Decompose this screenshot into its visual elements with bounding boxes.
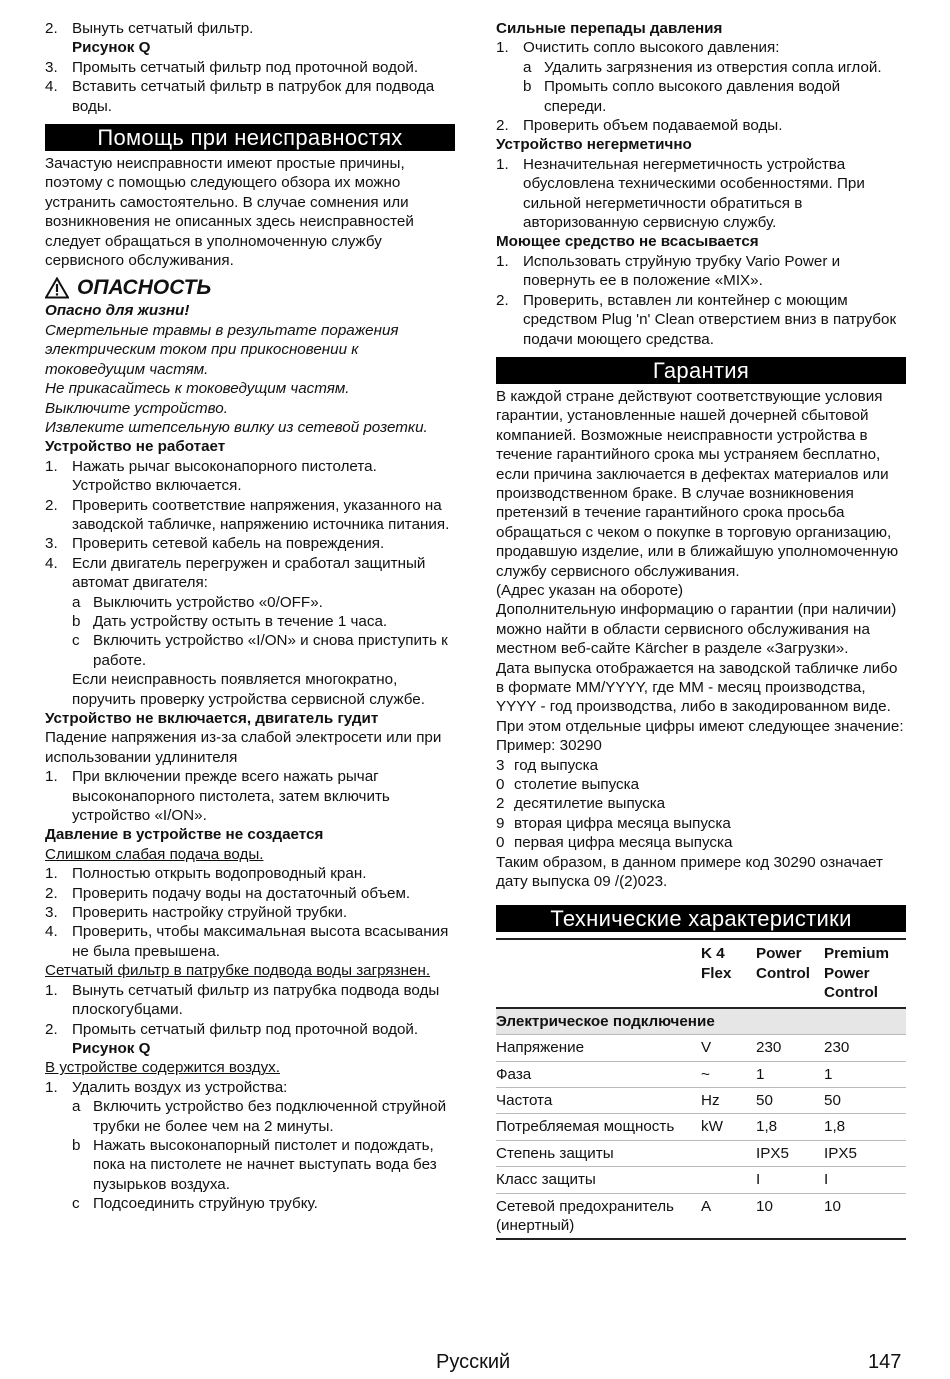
item-number: 2.: [496, 291, 509, 309]
item-text: Проверить, чтобы максимальная высота всасывания не была превышена.: [72, 923, 449, 960]
item-number: 4.: [45, 923, 58, 941]
sub-letter: b: [72, 1136, 81, 1154]
figure-ref: Рисунок Q: [72, 1039, 151, 1057]
sub-list-item: [496, 77, 906, 116]
item-text: Удалить воздух из устройства:: [72, 1078, 288, 1096]
warranty-text: Дополнительную информацию о гарантии (при наличии) можно найти в области сервисного обслуживания на местном веб-сайте Kärcher в разделе «Загрузки».: [496, 601, 897, 658]
subsection-heading: Давление в устройстве не создается: [45, 826, 324, 844]
item-number: 3.: [45, 535, 58, 553]
sub-list-item: [45, 1097, 455, 1136]
item-number: 1.: [45, 981, 58, 999]
digit: 2: [496, 795, 505, 813]
item-text: При включении прежде всего нажать рычаг высоконапорного пистолета, затем включить устройство «I/ON».: [72, 768, 390, 825]
sub-text: Нажать высоконапорный пистолет и подождать, пока на пистолете не начнет выступать вода без пузырьков воздуха.: [93, 1136, 437, 1193]
spec-unit: ~: [701, 1061, 756, 1087]
item-number: 1.: [45, 865, 58, 883]
digit-row: [496, 814, 906, 833]
sub-list-item: [45, 1194, 455, 1213]
subsection-heading: Устройство не работает: [45, 438, 226, 456]
sub-letter: b: [523, 78, 532, 96]
spec-value: 1,8: [824, 1114, 906, 1140]
sub-text: Подсоединить струйную трубку.: [93, 1195, 318, 1213]
item-text: Полностью открыть водопроводный кран.: [72, 865, 367, 883]
spec-value: 50: [756, 1087, 824, 1113]
danger-subtitle: Опасно для жизни!: [45, 302, 190, 320]
sub-text: Включить устройство без подключенной струйной трубки не более чем на 2 минуты.: [93, 1098, 447, 1135]
danger-text: Выключите устройство.: [45, 399, 228, 417]
figure-ref: Рисунок Q: [72, 39, 151, 57]
spec-value: I: [756, 1167, 824, 1193]
digit-row: [496, 794, 906, 813]
spec-unit: Hz: [701, 1087, 756, 1113]
item-text: Вынуть сетчатый фильтр.: [72, 20, 254, 37]
warranty-text: (Адрес указан на обороте): [496, 581, 684, 599]
item-text: Проверить, вставлен ли контейнер с моющим средством Plug 'n' Clean отверстием вниз в патрубок подачи моющего средства.: [523, 291, 897, 348]
warranty-text: Таким образом, в данном примере код 30290 означает дату выпуска 09 /(2)023.: [496, 853, 883, 891]
digit: 0: [496, 834, 505, 852]
troubleshooting-intro: Зачастую неисправности имеют простые причины, поэтому с помощью следующего обзора их можно устранить самостоятельно. В случае сомнения или возникновения не описанных здесь неисправностей следует обращаться в уполномоченную службу сервисного обслуживания.: [45, 155, 414, 270]
table-row: [496, 1061, 906, 1087]
digit-meaning: первая цифра месяца выпуска: [514, 834, 733, 852]
sub-letter: a: [523, 58, 532, 76]
right-column: [496, 19, 906, 1240]
list-item: [496, 116, 906, 135]
page-number: 147: [868, 1351, 902, 1373]
spec-unit: [701, 1140, 756, 1166]
item-text: Промыть сетчатый фильтр под проточной водой.: [72, 1020, 419, 1038]
list-item: [45, 457, 455, 476]
column-header: Power Control: [756, 939, 824, 1007]
sub-letter: c: [72, 1195, 80, 1213]
item-text: Если двигатель перегружен и сработал защитный автомат двигателя:: [72, 554, 426, 592]
digit-meaning: год выпуска: [514, 756, 599, 774]
spec-value: 10: [824, 1193, 906, 1239]
table-row: [496, 1087, 906, 1113]
sub-text: Удалить загрязнения из отверстия сопла иглой.: [544, 58, 882, 76]
column-header: K 4 Flex: [701, 939, 756, 1007]
warranty-heading: Гарантия: [496, 357, 906, 384]
table-row: [496, 1193, 906, 1239]
item-number: 1.: [45, 768, 58, 786]
spec-value: 1,8: [756, 1114, 824, 1140]
list-item: [45, 58, 455, 77]
spec-value: 1: [756, 1061, 824, 1087]
list-item: [45, 1020, 455, 1039]
specs-group-row: [496, 1008, 906, 1035]
item-text: Незначительная негерметичность устройства обусловлена техническими особенностями. При сильной негерметичности обратиться в авторизованную сервисную службу.: [523, 155, 865, 232]
danger-heading: [45, 275, 455, 301]
spec-name: Напряжение: [496, 1035, 701, 1061]
item-text: Проверить объем подаваемой воды.: [523, 117, 783, 135]
spec-name: Степень защиты: [496, 1140, 701, 1166]
sub-text: Промыть сопло высокого давления водой спереди.: [544, 78, 841, 115]
item-number: 1.: [45, 1078, 58, 1096]
item-number: 4.: [45, 554, 58, 572]
spec-value: 50: [824, 1087, 906, 1113]
list-item: [45, 922, 455, 961]
spec-name: Сетевой предохранитель (инертный): [496, 1193, 701, 1239]
item-text: Промыть сетчатый фильтр под проточной водой.: [72, 58, 419, 76]
table-row: [496, 1035, 906, 1061]
danger-title: ОПАСНОСТЬ: [77, 276, 212, 300]
danger-text: Смертельные травмы в результате поражения электрическим током при прикосновении к токоведущим частям.: [45, 321, 399, 378]
subsection-heading: Устройство негерметично: [496, 136, 692, 154]
spec-unit: [701, 1167, 756, 1193]
digit: 9: [496, 814, 505, 832]
item-number: 1.: [496, 39, 509, 57]
item-number: 4.: [45, 78, 58, 96]
warranty-example: Пример: 30290: [496, 737, 602, 755]
list-item: [45, 77, 455, 116]
sub-letter: c: [72, 632, 80, 650]
subsection-heading: Моющее средство не всасывается: [496, 233, 759, 251]
item-number: 2.: [496, 117, 509, 135]
item-number: 1.: [496, 252, 509, 270]
item-number: 2.: [45, 884, 58, 902]
spec-value: 1: [824, 1061, 906, 1087]
list-item: [45, 1078, 455, 1097]
spec-value: IPX5: [824, 1140, 906, 1166]
item-number: 2.: [45, 496, 58, 514]
item-continuation: Устройство включается.: [72, 477, 242, 495]
digit-meaning: столетие выпуска: [514, 776, 640, 794]
warning-triangle-icon: [45, 277, 69, 299]
sub-text: Выключить устройство «0/OFF».: [93, 593, 323, 611]
list-item: [45, 767, 455, 825]
digit-row: [496, 833, 906, 852]
list-item: [496, 252, 906, 291]
list-item: [496, 291, 906, 349]
item-number: 1.: [496, 155, 509, 173]
spec-name: Класс защиты: [496, 1167, 701, 1193]
item-text: Вставить сетчатый фильтр в патрубок для подвода воды.: [72, 78, 435, 115]
sub-list-item: [45, 612, 455, 631]
spec-unit: kW: [701, 1114, 756, 1140]
list-item: [45, 864, 455, 883]
spec-name: Фаза: [496, 1061, 701, 1087]
specs-header-row: [496, 939, 906, 1007]
spec-value: 230: [824, 1035, 906, 1061]
cause-heading: Сетчатый фильтр в патрубке подвода воды загрязнен.: [45, 962, 431, 980]
troubleshooting-heading: Помощь при неисправностях: [45, 124, 455, 151]
list-item: [45, 554, 455, 593]
warranty-text: В каждой стране действуют соответствующие условия гарантии, установленные нашей дочерней сбытовой компанией. Возможные неисправности устройства в течение гарантийного срока мы устраняем бесплатно, если причина заключается в дефектах материалов или производственном браке. В случае возникновения претензий в течение гарантийного срока просьба обращаться с чеком о покупке в торговую организацию, продавшую изделие, или в ближайшую уполномоченную службу сервисного обслуживания.: [496, 387, 899, 580]
item-text: Проверить сетевой кабель на повреждения.: [72, 535, 385, 553]
item-text: Нажать рычаг высоконапорного пистолета.: [72, 457, 377, 475]
digit: 3: [496, 756, 505, 774]
item-text: Использовать струйную трубку Vario Power и повернуть ее в положение «MIX».: [523, 252, 841, 290]
danger-text: Не прикасайтесь к токоведущим частям.: [45, 380, 350, 398]
item-text: Очистить сопло высокого давления:: [523, 39, 780, 57]
specs-heading: Технические характеристики: [496, 905, 906, 932]
spec-value: 10: [756, 1193, 824, 1239]
sub-letter: b: [72, 612, 81, 630]
danger-text: Извлеките штепсельную вилку из сетевой розетки.: [45, 418, 428, 436]
note-text: Если неисправность появляется многократно, поручить проверку устройства сервисной службе.: [72, 671, 425, 708]
subsection-heading: Устройство не включается, двигатель гудит: [45, 710, 379, 727]
list-item: [45, 534, 455, 553]
sub-text: Включить устройство «I/ON» и снова приступить к работе.: [93, 632, 448, 669]
column-header: Premium Power Control: [824, 939, 906, 1007]
item-text: Проверить подачу воды на достаточный объем.: [72, 884, 411, 902]
list-item: [45, 19, 455, 38]
spec-name: Потребляемая мощность: [496, 1114, 701, 1140]
footer-language: Русский: [436, 1351, 511, 1373]
spec-unit: V: [701, 1035, 756, 1061]
spec-value: I: [824, 1167, 906, 1193]
item-text: Проверить настройку струйной трубки.: [72, 904, 348, 922]
sub-list-item: [45, 1136, 455, 1194]
list-item: [45, 981, 455, 1020]
digit-row: [496, 775, 906, 794]
spec-name: Частота: [496, 1087, 701, 1113]
digit: 0: [496, 776, 505, 794]
item-number: 3.: [45, 58, 58, 76]
item-text: Вынуть сетчатый фильтр из патрубка подвода воды плоскогубцами.: [72, 981, 440, 1019]
warranty-text: Дата выпуска отображается на заводской табличке либо в формате MM/YYYY, где MM - месяц производства, YYYY - год производства, либо в закодированном виде.: [496, 659, 898, 716]
item-number: 1.: [45, 457, 58, 475]
sub-list-item: [45, 631, 455, 670]
sub-list-item: [496, 58, 906, 77]
digit-meaning: вторая цифра месяца выпуска: [514, 814, 731, 832]
list-item: [496, 38, 906, 57]
sub-list-item: [45, 593, 455, 612]
list-item: [45, 884, 455, 903]
list-item: [45, 903, 455, 922]
column-header: [496, 939, 701, 1007]
specs-table: [496, 938, 906, 1240]
digit-meaning: десятилетие выпуска: [514, 795, 666, 813]
table-row: [496, 1167, 906, 1193]
cause-heading: Слишком слабая подача воды.: [45, 845, 264, 863]
group-label: Электрическое подключение: [496, 1008, 906, 1035]
item-text: Проверить соответствие напряжения, указанного на заводской табличке, напряжению источника питания.: [72, 496, 450, 533]
table-row: [496, 1114, 906, 1140]
item-number: 2.: [45, 20, 58, 37]
sub-letter: a: [72, 1098, 81, 1116]
warranty-text: При этом отдельные цифры имеют следующее значение:: [496, 717, 904, 735]
table-row: [496, 1140, 906, 1166]
item-number: 3.: [45, 904, 58, 922]
list-item: [496, 155, 906, 233]
sub-letter: a: [72, 593, 81, 611]
cause-text: Падение напряжения из-за слабой электросети или при использовании удлинителя: [45, 729, 442, 766]
digit-row: [496, 756, 906, 775]
item-number: 2.: [45, 1020, 58, 1038]
list-item: [45, 496, 455, 535]
cause-heading: В устройстве содержится воздух.: [45, 1059, 280, 1077]
spec-value: IPX5: [756, 1140, 824, 1166]
left-column: [45, 19, 455, 1214]
sub-text: Дать устройству остыть в течение 1 часа.: [93, 612, 388, 630]
subsection-heading: Сильные перепады давления: [496, 20, 723, 37]
spec-value: 230: [756, 1035, 824, 1061]
spec-unit: A: [701, 1193, 756, 1239]
